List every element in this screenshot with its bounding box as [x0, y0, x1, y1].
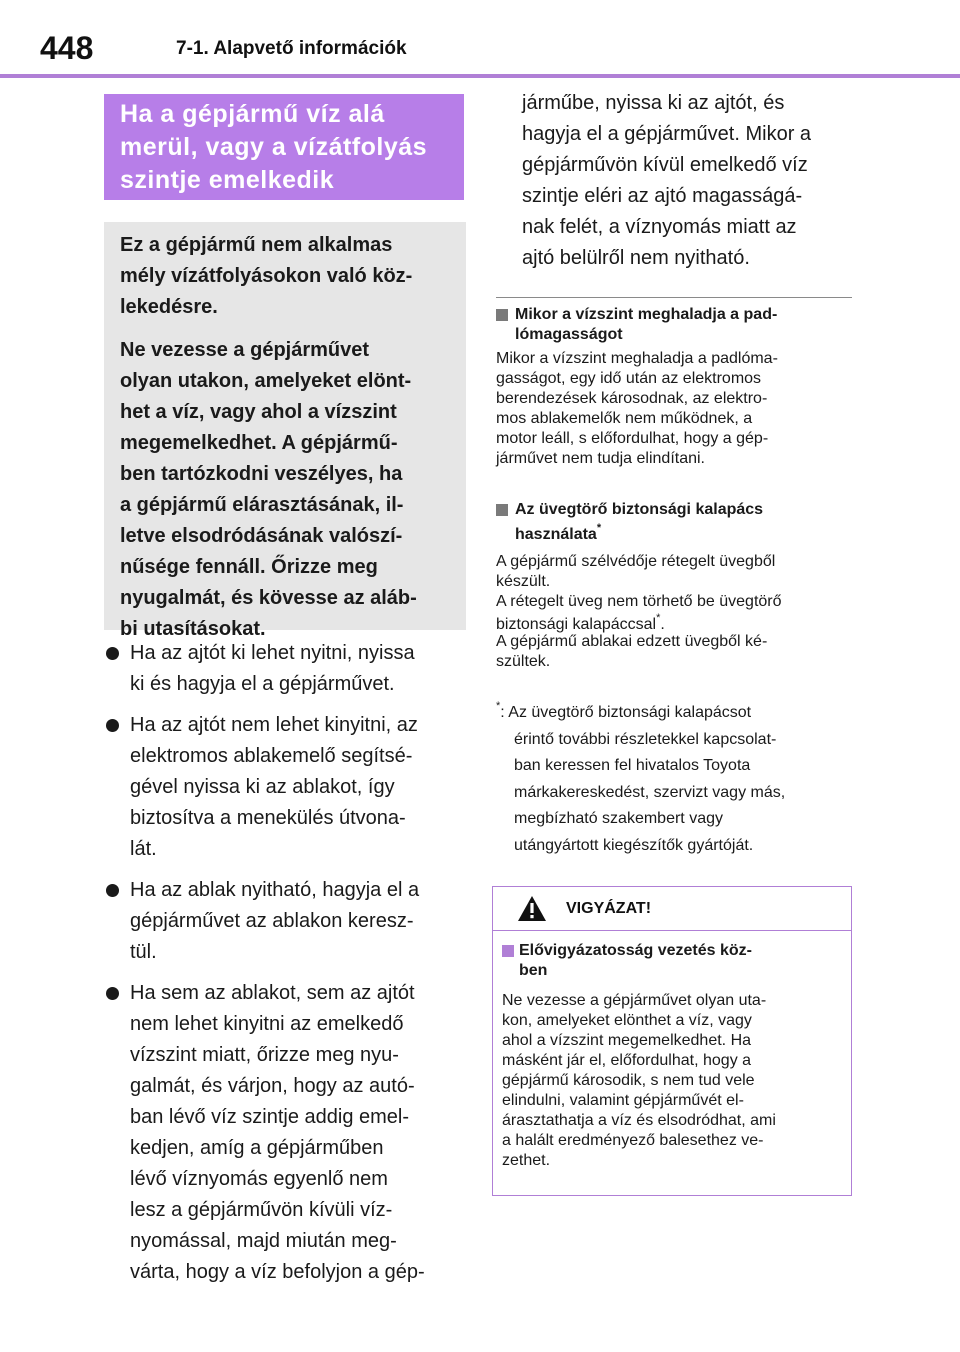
- notice-line: lekedésre.: [120, 296, 218, 318]
- bullet-line: várta, hogy a víz befolyjon a gép-: [130, 1261, 425, 1283]
- section-heading-line: szintje emelkedik: [120, 166, 335, 194]
- body-line: járművet nem tudja elindítani.: [496, 450, 705, 467]
- bullet-line: tül.: [130, 941, 157, 963]
- notice-line: mély vízátfolyásokon való köz-: [120, 265, 413, 287]
- bullet-line: Ha az ajtót ki lehet nyitni, nyissa: [130, 642, 415, 664]
- footnote-line: ban keressen fel hivatalos Toyota: [514, 757, 751, 774]
- bullet-line: nyomással, majd miután meg-: [130, 1230, 397, 1252]
- body-line: ahol a vízszint megemelkedhet. Ha: [502, 1032, 752, 1049]
- body-line: Ne vezesse a gépjárművet olyan uta-: [502, 992, 767, 1009]
- bullet-line: biztosítva a menekülés útvona-: [130, 807, 406, 829]
- notice-line: ben tartózkodni veszélyes, ha: [120, 463, 403, 485]
- heading-line: lómagasságot: [515, 326, 623, 343]
- paragraph-gap: [120, 323, 458, 335]
- notice-paragraph-1: [120, 230, 458, 323]
- body-line: zethet.: [502, 1152, 551, 1169]
- bullet-dot-icon: [106, 987, 119, 1000]
- body-line: készült.: [496, 573, 551, 590]
- body-line: Mikor a vízszint meghaladja a padlóma-: [496, 350, 778, 367]
- asterisk-marker: *: [596, 521, 602, 534]
- notice-line: nyugalmát, és kövesse az aláb-: [120, 587, 417, 609]
- info-section-water-level: [496, 305, 856, 469]
- bullet-line: Ha az ajtót nem lehet kinyitni, az: [130, 714, 418, 736]
- body-line: másként jár el, előfordulhat, hogy a: [502, 1052, 752, 1069]
- continuation-line: járműbe, nyissa ki az ajtót, és: [522, 92, 785, 114]
- body-line: kon, amelyeket elönthet a víz, vagy: [502, 1012, 752, 1029]
- bullet-line: lesz a gépjárművön kívüli víz-: [130, 1199, 393, 1221]
- bullet-dot-icon: [106, 719, 119, 732]
- continuation-line: hagyja el a gépjárművet. Mikor a: [522, 123, 812, 145]
- body-line: A gépjármű szélvédője rétegelt üvegből: [496, 553, 776, 570]
- bullet-line: vízszint miatt, őrizze meg nyu-: [130, 1044, 399, 1066]
- info-section-body: [496, 345, 856, 469]
- continuation-line: ajtó belülről nem nyitható.: [522, 247, 750, 269]
- body-line: szültek.: [496, 653, 551, 670]
- heading-line: Elővigyázatosság vezetés köz-: [519, 942, 752, 959]
- footnote-line: érintő további részletekkel kapcsolat-: [514, 730, 777, 748]
- header-divider: [0, 74, 960, 78]
- notice-line: het a víz, vagy ahol a vízszint: [120, 401, 397, 423]
- body-line: gépjármű károsodik, s nem tud vele: [502, 1072, 755, 1089]
- continuation-line: nak felét, a víznyomás miatt az: [522, 216, 797, 238]
- body-line: biztonsági kalapáccsal*.: [496, 611, 665, 633]
- asterisk-marker: *: [656, 611, 661, 624]
- heading-line: Az üvegtörő biztonsági kalapács: [515, 501, 764, 518]
- body-line: mos ablakemelők nem működnek, a: [496, 410, 753, 427]
- bullet-dot-icon: [106, 884, 119, 897]
- bullet-item: [104, 978, 468, 1288]
- square-bullet-icon: [496, 504, 508, 516]
- bullet-item: [104, 875, 468, 968]
- bullet-line: elektromos ablakemelő segítsé-: [130, 745, 413, 767]
- bullet-line: kedjen, amíg a gépjárműben: [130, 1137, 384, 1159]
- warning-content: [493, 931, 851, 1171]
- body-line: gasságot, egy idő után az elektromos: [496, 370, 762, 387]
- footnote-marker: *: [496, 699, 501, 712]
- footnote-line: márkakereskedést, szervizt vagy más,: [514, 783, 786, 801]
- square-bullet-icon: [502, 945, 514, 957]
- info-section-heading: [496, 305, 856, 345]
- footnote-first-line: [496, 700, 856, 727]
- continuation-line: szintje eléri az ajtó magasságá-: [522, 185, 803, 207]
- bullet-dot-icon: [106, 647, 119, 660]
- heading-text: használata: [515, 526, 597, 543]
- section-heading-line: Ha a gépjármű víz alá: [120, 100, 385, 128]
- bullet-item: [104, 638, 468, 700]
- bullet-continuation: [522, 88, 811, 274]
- warning-heading: [502, 941, 843, 981]
- section-divider: [496, 297, 852, 298]
- notice-box: [104, 222, 466, 640]
- warning-triangle-icon: [517, 895, 547, 922]
- page-number: 448: [40, 30, 94, 66]
- notice-line: Ez a gépjármű nem alkalmas: [120, 234, 393, 256]
- warning-header: [493, 887, 851, 931]
- warning-title: VIGYÁZAT!: [566, 900, 652, 917]
- notice-line: megemelkedhet. A gépjármű-: [120, 432, 398, 454]
- notice-line: bi utasításokat.: [120, 618, 266, 640]
- body-line: elindulni, valamint gépjárművét el-: [502, 1092, 744, 1109]
- footnote-text: : Az üvegtörő biztonsági kalapácsot: [500, 704, 752, 721]
- body-line: motor leáll, s előfordulhat, hogy a gép-: [496, 430, 769, 447]
- body-line: berendezések károsodnak, az elektro-: [496, 390, 768, 407]
- bullet-line: nem lehet kinyitni az emelkedő: [130, 1013, 404, 1035]
- bullet-item: [104, 710, 468, 865]
- notice-line: letve elsodródásának valószí-: [120, 525, 403, 547]
- footnote: [496, 700, 856, 859]
- body-line: a halált eredményező balesethez ve-: [502, 1132, 764, 1149]
- continuation-line: gépjárművön kívül emelkedő víz: [522, 154, 808, 176]
- chapter-title: 7-1. Alapvető információk: [176, 38, 407, 59]
- heading-line: ben: [519, 962, 548, 979]
- section-heading-box: [104, 94, 464, 200]
- bullet-list: [104, 638, 468, 1298]
- info-section-heading: [496, 500, 856, 550]
- bullet-line: gével nyissa ki az ablakot, így: [130, 776, 395, 798]
- notice-line: olyan utakon, amelyeket elönt-: [120, 370, 412, 392]
- info-section-body: [496, 550, 856, 672]
- body-text: biztonsági kalapáccsal: [496, 616, 657, 633]
- bullet-line: gépjárművet az ablakon keresz-: [130, 910, 414, 932]
- footnote-line: utángyártott kiegészítők gyártóját.: [514, 836, 754, 854]
- info-section-hammer: [496, 500, 856, 672]
- warning-body: [502, 981, 843, 1171]
- bullet-line: Ha sem az ablakot, sem az ajtót: [130, 982, 415, 1004]
- body-line: A gépjármű ablakai edzett üvegből ké-: [496, 633, 768, 650]
- warning-box: [492, 886, 852, 1196]
- bullet-line: lát.: [130, 838, 157, 860]
- section-heading-line: merül, vagy a vízátfolyás: [120, 133, 428, 161]
- body-line: A rétegelt üveg nem törhető be üvegtörő: [496, 593, 782, 610]
- bullet-line: ki és hagyja el a gépjárművet.: [130, 673, 395, 695]
- square-bullet-icon: [496, 309, 508, 321]
- notice-line: Ne vezesse a gépjárművet: [120, 339, 370, 361]
- bullet-line: galmát, és várjon, hogy az autó-: [130, 1075, 415, 1097]
- notice-line: a gépjármű elárasztásának, il-: [120, 494, 404, 516]
- bullet-line: lévő víznyomás egyenlő nem: [130, 1168, 388, 1190]
- notice-paragraph-2: [120, 335, 458, 645]
- heading-line: [515, 520, 856, 550]
- notice-line: nűsége fennáll. Őrizze meg: [120, 556, 378, 578]
- footnote-line: megbízható szakembert vagy: [514, 810, 723, 827]
- bullet-line: Ha az ablak nyitható, hagyja el a: [130, 879, 420, 901]
- body-line: árasztathatja a víz és elsodródhat, ami: [502, 1112, 776, 1129]
- bullet-line: ban lévő víz szintje addig emel-: [130, 1106, 410, 1128]
- heading-line: Mikor a vízszint meghaladja a pad-: [515, 306, 778, 323]
